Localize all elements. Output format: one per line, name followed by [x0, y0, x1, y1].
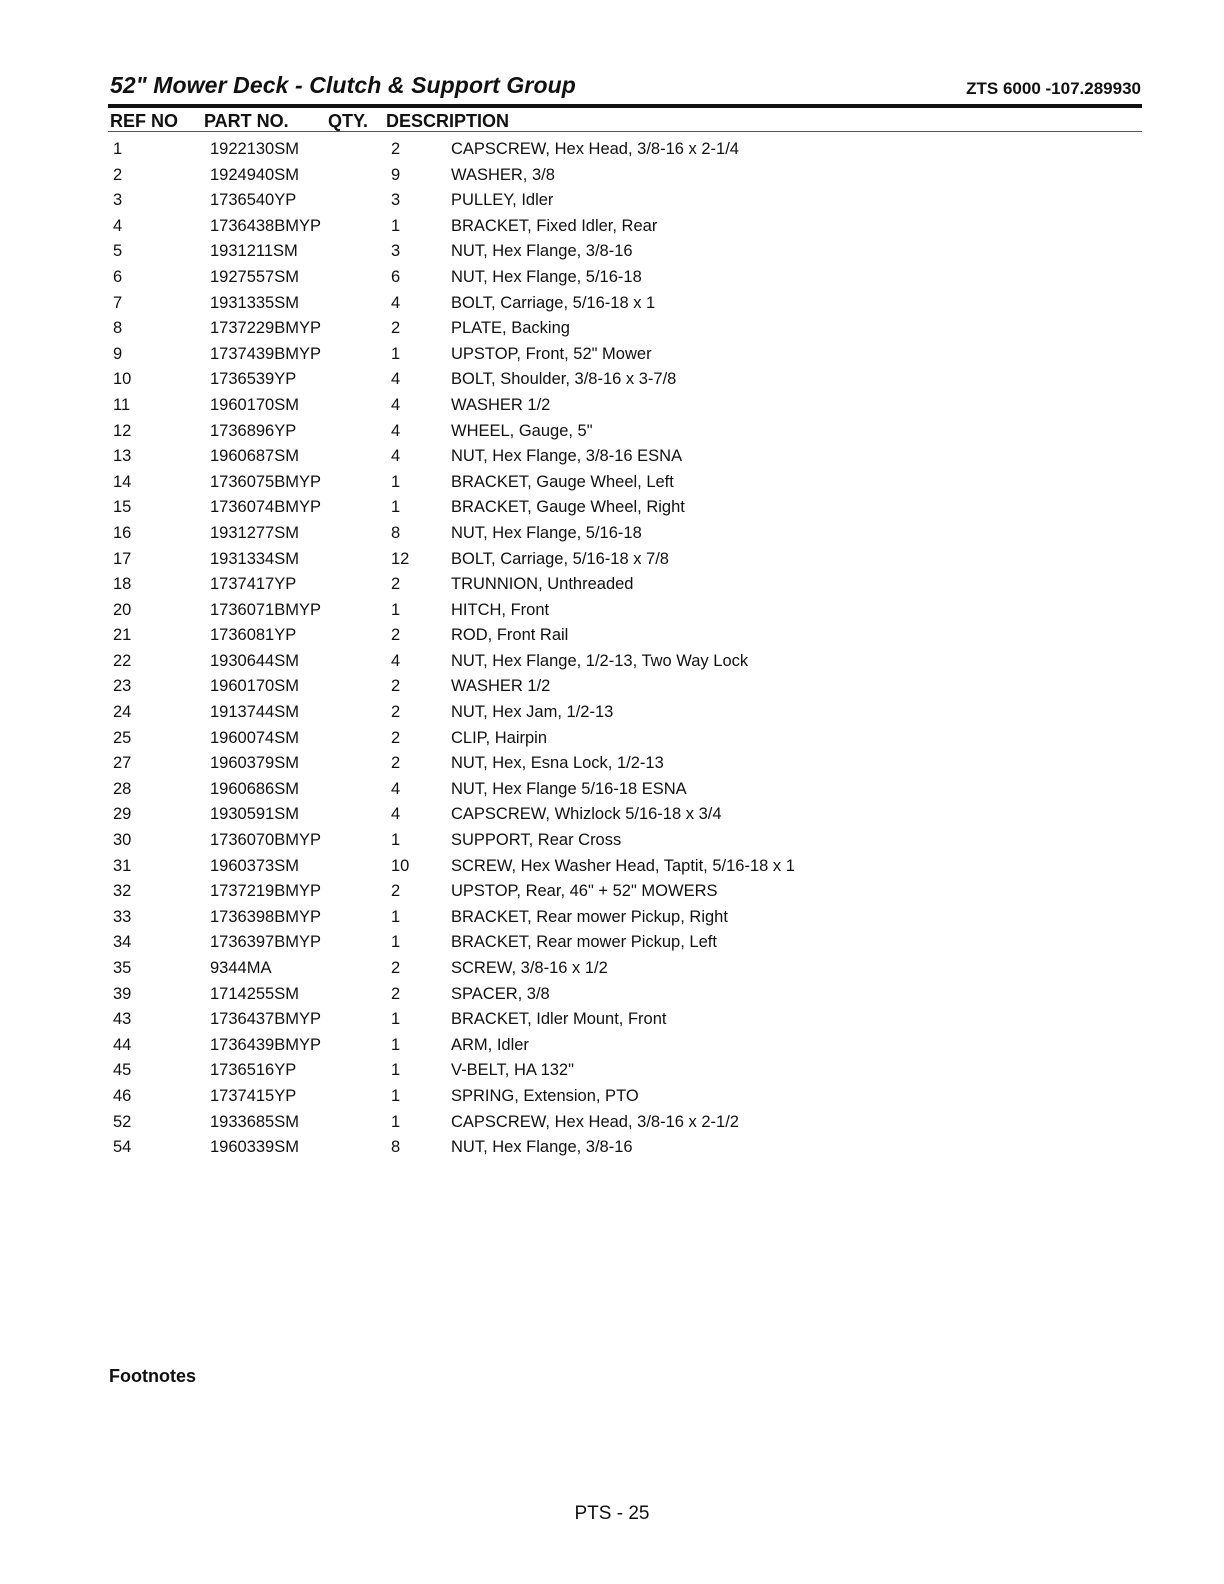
description-cell: UPSTOP, Rear, 46" + 52" MOWERS: [451, 882, 718, 901]
description-cell: NUT, Hex Flange 5/16-18 ESNA: [451, 779, 687, 798]
qty-cell: 4: [391, 651, 401, 670]
title-divider: [108, 104, 1142, 108]
qty-cell: 2: [391, 754, 401, 773]
table-row: [0, 316, 1224, 342]
qty-cell: 6: [391, 267, 401, 286]
qty-cell: 1: [391, 600, 401, 619]
table-row: [0, 1033, 1224, 1059]
table-row: [0, 188, 1224, 214]
ref-no-cell: 4: [113, 216, 123, 235]
ref-no-cell: 34: [113, 933, 132, 952]
description-cell: WASHER 1/2: [451, 395, 551, 414]
table-row: [0, 367, 1224, 393]
description-cell: SCREW, 3/8-16 x 1/2: [451, 959, 608, 977]
qty-cell: 10: [391, 856, 410, 875]
ref-no-cell: 17: [113, 549, 132, 568]
footnotes-heading: Footnotes: [109, 1366, 196, 1386]
table-row: [0, 956, 1224, 982]
part-no-cell: 1960170SM: [210, 395, 299, 414]
qty-cell: 1: [391, 831, 401, 850]
ref-no-cell: 24: [113, 703, 132, 722]
table-row: [0, 342, 1224, 368]
ref-no-cell: 54: [113, 1138, 132, 1157]
table-row: [0, 777, 1224, 803]
ref-no-cell: 2: [113, 165, 123, 184]
description-cell: BRACKET, Idler Mount, Front: [451, 1010, 667, 1029]
ref-no-cell: 12: [113, 421, 132, 440]
ref-no-cell: 3: [113, 191, 123, 210]
description-cell: TRUNNION, Unthreaded: [451, 575, 634, 594]
ref-no-cell: 31: [113, 856, 132, 875]
ref-no-cell: 10: [113, 370, 132, 389]
ref-no-cell: 52: [113, 1112, 132, 1131]
table-row: [0, 905, 1224, 931]
table-row: [0, 802, 1224, 828]
description-cell: BRACKET, Rear mower Pickup, Right: [451, 907, 728, 926]
part-no-cell: 9344MA: [210, 959, 272, 977]
description-cell: SPRING, Extension, PTO: [451, 1086, 639, 1105]
part-no-cell: 1737439BMYP: [210, 344, 321, 363]
ref-no-cell: 44: [113, 1035, 132, 1054]
ref-no-cell: 32: [113, 882, 132, 901]
parts-list: [0, 137, 1224, 1161]
table-row: [0, 470, 1224, 496]
description-cell: WASHER, 3/8: [451, 165, 555, 184]
ref-no-cell: 18: [113, 575, 132, 594]
part-no-cell: 1736081YP: [210, 626, 297, 645]
part-no-cell: 1736398BMYP: [210, 907, 321, 926]
qty-cell: 2: [391, 959, 401, 977]
qty-cell: 8: [391, 1138, 401, 1157]
description-cell: BRACKET, Gauge Wheel, Left: [451, 472, 674, 491]
table-row: [0, 547, 1224, 573]
qty-cell: 12: [391, 549, 410, 568]
ref-no-cell: 13: [113, 447, 132, 466]
qty-cell: 3: [391, 242, 401, 261]
qty-cell: 1: [391, 1010, 401, 1029]
qty-cell: 2: [391, 882, 401, 901]
page-title: 52" Mower Deck - Clutch & Support Group: [110, 72, 576, 98]
part-no-cell: 1933685SM: [210, 1112, 299, 1131]
part-no-cell: 1737415YP: [210, 1086, 297, 1105]
ref-no-cell: 23: [113, 677, 132, 696]
qty-cell: 1: [391, 933, 401, 952]
description-cell: SUPPORT, Rear Cross: [451, 831, 622, 850]
description-cell: BOLT, Carriage, 5/16-18 x 1: [451, 293, 656, 312]
part-no-cell: 1931211SM: [210, 242, 298, 261]
part-no-cell: 1737229BMYP: [210, 319, 321, 338]
ref-no-cell: 14: [113, 472, 132, 491]
table-row: [0, 700, 1224, 726]
qty-cell: 1: [391, 498, 401, 517]
description-cell: WASHER 1/2: [451, 677, 551, 696]
part-no-cell: 1927557SM: [210, 267, 299, 286]
table-row: [0, 521, 1224, 547]
qty-cell: 4: [391, 421, 401, 440]
ref-no-cell: 28: [113, 779, 132, 798]
ref-no-cell: 8: [113, 319, 123, 338]
qty-cell: 8: [391, 523, 401, 542]
table-row: [0, 419, 1224, 445]
description-cell: CAPSCREW, Hex Head, 3/8-16 x 2-1/2: [451, 1112, 739, 1131]
ref-no-cell: 27: [113, 754, 132, 773]
part-no-cell: 1960074SM: [210, 728, 299, 747]
part-no-cell: 1736516YP: [210, 1061, 297, 1080]
ref-no-cell: 35: [113, 959, 132, 977]
part-no-cell: 1737417YP: [210, 575, 297, 594]
table-row: [0, 1058, 1224, 1084]
column-header-description: DESCRIPTION: [386, 111, 510, 131]
table-row: [0, 726, 1224, 752]
table-row: [0, 1084, 1224, 1110]
part-no-cell: 1913744SM: [210, 703, 299, 722]
qty-cell: 1: [391, 472, 401, 491]
part-no-cell: 1736074BMYP: [210, 498, 321, 517]
qty-cell: 2: [391, 319, 401, 338]
qty-cell: 4: [391, 370, 401, 389]
qty-cell: 2: [391, 703, 401, 722]
ref-no-cell: 29: [113, 805, 132, 824]
table-row: [0, 649, 1224, 675]
table-row: [0, 854, 1224, 880]
description-cell: CAPSCREW, Whizlock 5/16-18 x 3/4: [451, 805, 722, 824]
ref-no-cell: 1: [113, 140, 123, 158]
qty-cell: 1: [391, 1086, 401, 1105]
description-cell: UPSTOP, Front, 52" Mower: [451, 344, 652, 363]
table-row: [0, 1110, 1224, 1136]
ref-no-cell: 21: [113, 626, 132, 645]
qty-cell: 2: [391, 728, 401, 747]
table-row: [0, 1007, 1224, 1033]
description-cell: HITCH, Front: [451, 600, 550, 619]
description-cell: CLIP, Hairpin: [451, 728, 547, 747]
part-no-cell: 1736439BMYP: [210, 1035, 321, 1054]
qty-cell: 1: [391, 216, 401, 235]
table-row: [0, 495, 1224, 521]
ref-no-cell: 25: [113, 728, 132, 747]
description-cell: NUT, Hex Jam, 1/2-13: [451, 703, 614, 722]
description-cell: BRACKET, Fixed Idler, Rear: [451, 216, 658, 235]
part-no-cell: 1931335SM: [210, 293, 299, 312]
table-row: [0, 623, 1224, 649]
table-row: [0, 265, 1224, 291]
part-no-cell: 1930644SM: [210, 651, 299, 670]
description-cell: BRACKET, Gauge Wheel, Right: [451, 498, 685, 517]
ref-no-cell: 39: [113, 984, 132, 1003]
ref-no-cell: 30: [113, 831, 132, 850]
table-row: [0, 982, 1224, 1008]
description-cell: ARM, Idler: [451, 1035, 529, 1054]
table-row: [0, 930, 1224, 956]
description-cell: SPACER, 3/8: [451, 984, 550, 1003]
part-no-cell: 1736540YP: [210, 191, 297, 210]
ref-no-cell: 46: [113, 1086, 132, 1105]
qty-cell: 2: [391, 140, 401, 158]
description-cell: CAPSCREW, Hex Head, 3/8-16 x 2-1/4: [451, 140, 739, 158]
ref-no-cell: 33: [113, 907, 132, 926]
table-row: [0, 828, 1224, 854]
description-cell: NUT, Hex Flange, 5/16-18: [451, 523, 642, 542]
part-no-cell: 1737219BMYP: [210, 882, 321, 901]
qty-cell: 4: [391, 395, 401, 414]
description-cell: BRACKET, Rear mower Pickup, Left: [451, 933, 717, 952]
part-no-cell: 1736539YP: [210, 370, 297, 389]
qty-cell: 2: [391, 984, 401, 1003]
qty-cell: 2: [391, 677, 401, 696]
qty-cell: 1: [391, 907, 401, 926]
ref-no-cell: 7: [113, 293, 123, 312]
header-divider: [108, 131, 1142, 132]
table-row: [0, 879, 1224, 905]
table-header: [108, 109, 1142, 131]
part-no-cell: 1960170SM: [210, 677, 299, 696]
description-cell: NUT, Hex Flange, 3/8-16 ESNA: [451, 447, 683, 466]
part-no-cell: 1960339SM: [210, 1138, 299, 1157]
description-cell: NUT, Hex Flange, 5/16-18: [451, 267, 642, 286]
qty-cell: 2: [391, 626, 401, 645]
part-no-cell: 1736070BMYP: [210, 831, 321, 850]
column-header-qty: QTY.: [328, 111, 369, 131]
qty-cell: 1: [391, 1112, 401, 1131]
part-no-cell: 1714255SM: [210, 984, 299, 1003]
table-row: [0, 239, 1224, 265]
ref-no-cell: 16: [113, 523, 132, 542]
column-header-part-no: PART NO.: [204, 111, 289, 131]
description-cell: PULLEY, Idler: [451, 191, 554, 210]
description-cell: PLATE, Backing: [451, 319, 570, 338]
page-number: PTS - 25: [574, 1503, 650, 1524]
part-no-cell: 1960687SM: [210, 447, 299, 466]
part-no-cell: 1736071BMYP: [210, 600, 321, 619]
part-no-cell: 1736438BMYP: [210, 216, 321, 235]
part-no-cell: 1960686SM: [210, 779, 299, 798]
qty-cell: 1: [391, 1061, 401, 1080]
description-cell: NUT, Hex Flange, 3/8-16: [451, 1138, 633, 1157]
qty-cell: 4: [391, 805, 401, 824]
ref-no-cell: 45: [113, 1061, 132, 1080]
description-cell: SCREW, Hex Washer Head, Taptit, 5/16-18 x 1: [451, 856, 795, 875]
part-no-cell: 1930591SM: [210, 805, 299, 824]
table-row: [0, 751, 1224, 777]
ref-no-cell: 20: [113, 600, 132, 619]
part-no-cell: 1960379SM: [210, 754, 299, 773]
table-row: [0, 572, 1224, 598]
description-cell: BOLT, Shoulder, 3/8-16 x 3-7/8: [451, 370, 677, 389]
qty-cell: 4: [391, 779, 401, 798]
qty-cell: 1: [391, 1035, 401, 1054]
table-row: [0, 674, 1224, 700]
description-cell: WHEEL, Gauge, 5": [451, 421, 593, 440]
model-number: ZTS 6000 -107.289930: [966, 79, 1141, 98]
part-no-cell: 1736896YP: [210, 421, 297, 440]
table-row: [0, 137, 1224, 163]
description-cell: ROD, Front Rail: [451, 626, 569, 645]
qty-cell: 1: [391, 344, 401, 363]
description-cell: V-BELT, HA 132": [451, 1061, 574, 1080]
part-no-cell: 1931277SM: [210, 523, 299, 542]
description-cell: BOLT, Carriage, 5/16-18 x 7/8: [451, 549, 669, 568]
ref-no-cell: 22: [113, 651, 132, 670]
part-no-cell: 1736075BMYP: [210, 472, 321, 491]
ref-no-cell: 6: [113, 267, 123, 286]
part-no-cell: 1924940SM: [210, 165, 299, 184]
ref-no-cell: 5: [113, 242, 123, 261]
qty-cell: 3: [391, 191, 401, 210]
qty-cell: 4: [391, 447, 401, 466]
table-row: [0, 393, 1224, 419]
column-header-ref-no: REF NO: [110, 111, 179, 131]
ref-no-cell: 11: [113, 395, 131, 414]
table-row: [0, 214, 1224, 240]
table-row: [0, 163, 1224, 189]
qty-cell: 2: [391, 575, 401, 594]
part-no-cell: 1736437BMYP: [210, 1010, 321, 1029]
table-row: [0, 291, 1224, 317]
table-row: [0, 598, 1224, 624]
description-cell: NUT, Hex Flange, 1/2-13, Two Way Lock: [451, 651, 749, 670]
part-no-cell: 1960373SM: [210, 856, 299, 875]
ref-no-cell: 43: [113, 1010, 132, 1029]
part-no-cell: 1922130SM: [210, 140, 299, 158]
qty-cell: 4: [391, 293, 401, 312]
table-row: [0, 1135, 1224, 1161]
description-cell: NUT, Hex Flange, 3/8-16: [451, 242, 633, 261]
ref-no-cell: 9: [113, 344, 123, 363]
ref-no-cell: 15: [113, 498, 132, 517]
part-no-cell: 1736397BMYP: [210, 933, 321, 952]
description-cell: NUT, Hex, Esna Lock, 1/2-13: [451, 754, 664, 773]
part-no-cell: 1931334SM: [210, 549, 299, 568]
qty-cell: 9: [391, 165, 401, 184]
table-row: [0, 444, 1224, 470]
